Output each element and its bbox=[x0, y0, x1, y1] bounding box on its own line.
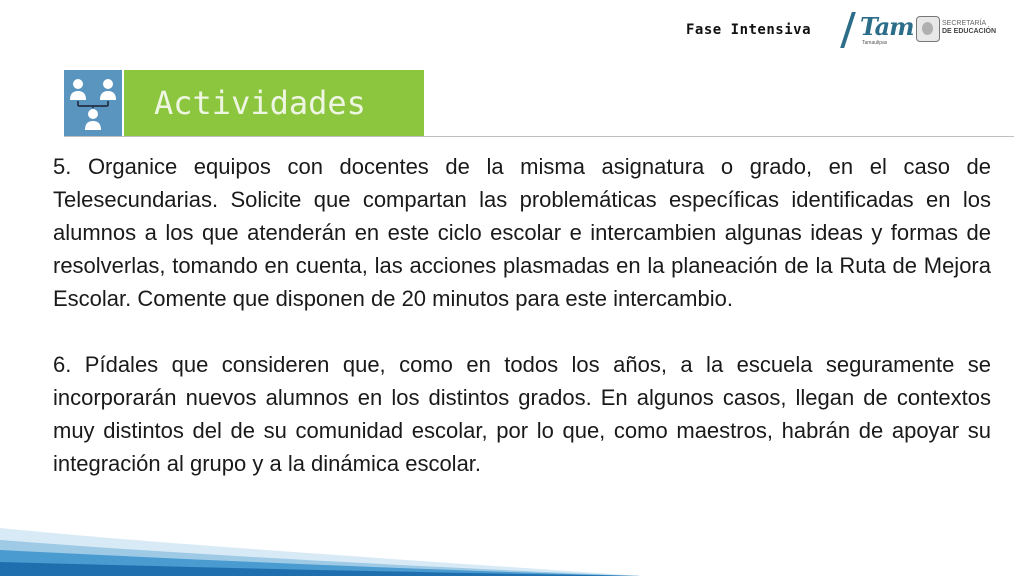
tam-logo bbox=[846, 10, 914, 50]
secretaria-line1: SECRETARÍA bbox=[942, 20, 987, 27]
secretaria-line2: DE EDUCACIÓN bbox=[942, 28, 997, 35]
seal-icon bbox=[916, 16, 940, 42]
secretaria-logo bbox=[942, 20, 996, 36]
logo-subtext: Tamaulipas bbox=[862, 40, 888, 46]
phase-label: Fase Intensiva bbox=[686, 22, 812, 38]
decorative-wave bbox=[0, 500, 640, 576]
divider bbox=[64, 136, 1014, 137]
activity-paragraph-5: 5. Organice equipos con docentes de la misma asignatura o grado, en el caso de Telesecundarias. Solicite que compartan las problemáticas específicas identificadas en los alumnos a los que atenderán en este ciclo escolar e intercambien algunas ideas y formas de resolverlas, tomando en cuenta, las acciones plasmadas en la planeación de la Ruta de Mejora Escolar. Comente que disponen de 20 minutos para este intercambio. bbox=[53, 154, 991, 311]
activity-paragraph-6: 6. Pídales que consideren que, como en todos los años, a la escuela seguramente se incorporarán nuevos alumnos en los distintos grados. En algunos casos, llegan de contextos muy distintos del de su comunidad escolar, por lo que, como maestros, habrán de apoyar su integración al grupo y a la dinámica escolar. bbox=[53, 352, 991, 476]
section-title: Actividades bbox=[154, 84, 366, 122]
activity-content bbox=[53, 150, 991, 480]
section-title-box bbox=[124, 70, 424, 136]
logo-slash bbox=[840, 12, 856, 48]
team-people-icon bbox=[64, 70, 122, 136]
logo-text: Tam bbox=[860, 12, 914, 41]
